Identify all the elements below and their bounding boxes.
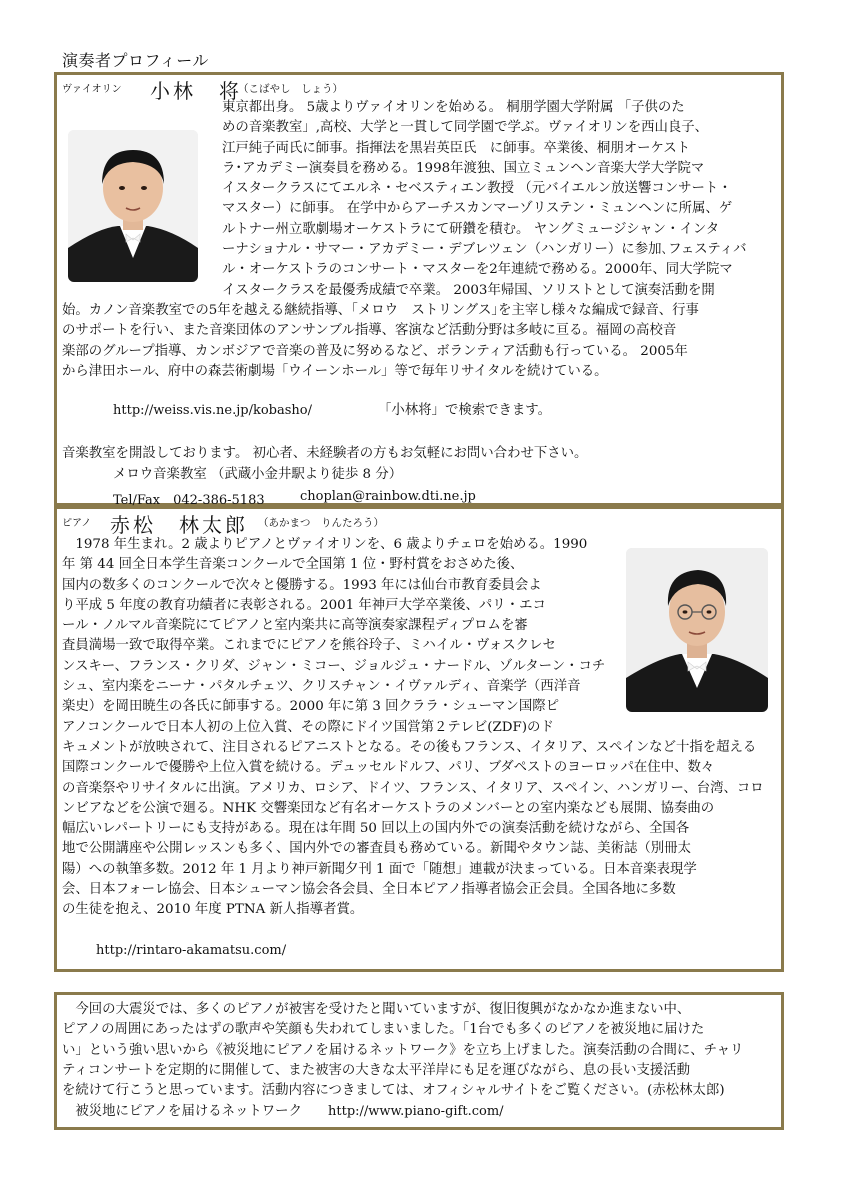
photo-akamatsu <box>626 548 768 712</box>
bio-line: 幅広いレパートリーにも支持がある。現在は年間 50 回以上の国内外での演奏活動を続けながら、全国各 <box>62 821 690 837</box>
bio-line: ーナショナル・サマー・アカデミー・デブレツェン（ハンガリー）に参加､フェスティバ <box>222 242 747 258</box>
bio-line: 地で公開講座や公開レッスンも多く、国内外での審査員も務めている。新聞やタウン誌、美術誌（別冊太 <box>62 841 691 857</box>
message-line: い」という強い思いから《被災地にピアノを届けるネットワーク》を立ち上げました。演奏活動の合間に、チャリ <box>62 1042 744 1058</box>
performer-kana-akamatsu: （あかまつ りんたろう） <box>258 517 384 529</box>
bio-line: マスター）に師事。 在学中からアーチスカンマーゾリステン・ミュンヘンに所属、ゲ <box>222 201 733 217</box>
school-notice: 音楽教室を開設しております。 初心者、未経験者の方もお気軽にお問い合わせ下さい。 <box>62 446 588 461</box>
bio-line: 国内の数多くのコンクールで次々と優勝する。1993 年には仙台市教育委員会よ <box>62 577 542 593</box>
bio-line: の生徒を抱え、2010 年度 PTNA 新人指導者賞。 <box>62 902 364 918</box>
bio-line: 国際コンクールで優勝や上位入賞を続ける。デュッセルドルフ、パリ、ブダペストのヨーロッパ在住中、数々 <box>62 760 715 776</box>
school-email[interactable]: choplan@rainbow.dti.ne.jp <box>300 489 476 504</box>
performer-name-kobayashi: 小林 将 <box>150 79 242 103</box>
bio-line: 年 第 44 回全日本学生音楽コンクールで全国第 1 位・野村賞をおさめた後、 <box>62 557 524 573</box>
bio-line: から津田ホール、府中の森芸術劇場「ウイーンホール」等で毎年リサイタルを続けている。 <box>62 363 608 379</box>
bio-line: 会、日本フォーレ協会、日本シューマン協会各会員、全日本ピアノ指導者協会正会員。全国各地に多数 <box>62 882 676 898</box>
search-note: 「小林将」で検索できます。 <box>378 403 552 418</box>
bio-akamatsu-wrapped <box>62 535 610 738</box>
bio-line: イスタークラスにてエルネ・セベスティエン教授 （元バイエルン放送響コンサート・ <box>222 181 732 197</box>
bio-line: 1978 年生まれ。2 歳よりピアノとヴァイオリンを、6 歳よりチェロを始める。1990 <box>62 537 588 552</box>
bio-line: 東京都出身。 5歳よりヴァイオリンを始める。 桐朋学園大学附属 「子供のた <box>222 100 685 115</box>
bio-line: 査員満場一致で取得卒業。これまでにピアノを熊谷玲子、ミハイル・ヴォスクレセ <box>62 638 556 654</box>
school-telfax: Tel/Fax 042-386-5183 <box>113 493 265 508</box>
bio-line: キュメントが放映されて、注目されるピアニストとなる。その後もフランス、イタリア、スペインなど十指を超える <box>62 740 757 755</box>
bio-kobayashi-wrapped <box>222 98 777 301</box>
url-akamatsu[interactable]: http://rintaro-akamatsu.com/ <box>96 943 287 958</box>
bio-line: ンスキー、フランス・クリダ、ジャン・ミコー、ジョルジュ・ナードル、ゾルターン・コチ <box>62 658 606 674</box>
bio-line: 江戸純子両氏に師事。指揮法を黒岩英臣氏 に師事。卒業後、桐朋オーケスト <box>222 140 691 156</box>
bio-line: のサポートを行い、また音楽団体のアンサンブル指導、客演など活動分野は多岐に亘る。福岡の高校音 <box>62 323 677 339</box>
instrument-label-piano: ピアノ <box>62 518 92 529</box>
bio-line: めの音楽教室」,高校、大学と一貫して同学園で学ぶ。ヴァイオリンを西山良子、 <box>222 120 709 136</box>
bio-line: 楽史）を岡田暁生の各氏に師事する。2000 年に第 3 回クララ・シューマン国際ピ <box>62 699 559 715</box>
photo-kobayashi <box>68 130 198 282</box>
bio-line: ラ･アカデミー演奏員を務める。1998年渡独、国立ミュンヘン音楽大学大学院マ <box>222 160 705 176</box>
instrument-label-violin: ヴァイオリン <box>62 84 122 95</box>
url-kobayashi[interactable]: http://weiss.vis.ne.jp/kobasho/ <box>113 403 312 418</box>
bio-line: シュ、室内楽をニーナ・パタルチェツ、クリスチャン・イヴァルディ、音楽学（西洋音 <box>62 679 581 695</box>
performer-kana-kobayashi: （こばやし しょう） <box>238 83 343 95</box>
bio-line: 始。カノン音楽教室での5年を越える継続指導、｢メロウ ストリングス｣を主宰し様々な編成で録音、行事 <box>62 303 699 318</box>
network-url[interactable]: http://www.piano-gift.com/ <box>328 1104 504 1119</box>
bio-kobayashi-full <box>62 301 777 382</box>
bio-line: イスタークラスを最優秀成績で卒業。 2003年帰国、ソリストとして演奏活動を開 <box>222 282 715 298</box>
bio-line: ルトナー州立歌劇場オーケストラにて研鑽を積む。 ヤングミュージシャン・インタ <box>222 221 720 237</box>
bio-akamatsu-full <box>62 738 777 921</box>
message-line: 今回の大震災では、多くのピアノが被害を受けたと聞いていますが、復旧復興がなかなか進まない中、 <box>62 1002 691 1017</box>
message-line: を続けて行こうと思っています。活動内容につきましては、オフィシャルサイトをご覧ください。(赤松林太郎) <box>62 1083 725 1099</box>
bio-line: 陽）への執筆多数。2012 年 1 月より神戸新聞夕刊 1 面で「随想」連載が決まっている。日本音楽表現学 <box>62 861 697 877</box>
bio-line: 楽部のグループ指導、カンボジアで音楽の普及に努めるなど、ボランティア活動も行っている。 2005年 <box>62 343 688 359</box>
network-name: 被災地にピアノを届けるネットワーク <box>62 1104 302 1119</box>
bio-line: ール・ノルマル音楽院にてピアノと室内楽共に高等演奏家課程ディプロムを審 <box>62 618 528 634</box>
bio-line: の音楽祭やリサイタルに出演。アメリカ、ロシア、ドイツ、フランス、イタリア、スペイン、ハンガリー、台湾、コロ <box>62 780 764 796</box>
school-name: メロウ音楽教室 （武蔵小金井駅より徒歩 8 分） <box>113 467 403 482</box>
message-text <box>62 1000 777 1101</box>
bio-line: り平成 5 年度の教育功績者に表彰される。2001 年神戸大学卒業後、パリ・エコ <box>62 597 546 613</box>
bio-line: アノコンクールで日本人初の上位入賞、その際にドイツ国営第２テレビ(ZDF)のド <box>62 719 554 735</box>
bio-line: ンビアなどを公演で廻る。NHK 交響楽団など有名オーケストラのメンバーとの室内楽なども展開、協奏曲の <box>62 800 715 816</box>
bio-line: ル・オーケストラのコンサート・マスターを2年連続で務める。2000年、同大学院マ <box>222 262 733 278</box>
message-line: ティコンサートを定期的に開催して、また被害の大きな太平洋岸にも足を運びながら、息の長い支援活動 <box>62 1062 691 1078</box>
performer-name-akamatsu: 赤松 林太郎 <box>110 513 248 537</box>
page-title: 演奏者プロフィール <box>62 51 209 70</box>
message-line: ピアノの周囲にあったはずの歌声や笑顔も失われてしまいました。「1台でも多くのピアノを被災地に届けた <box>62 1022 705 1038</box>
